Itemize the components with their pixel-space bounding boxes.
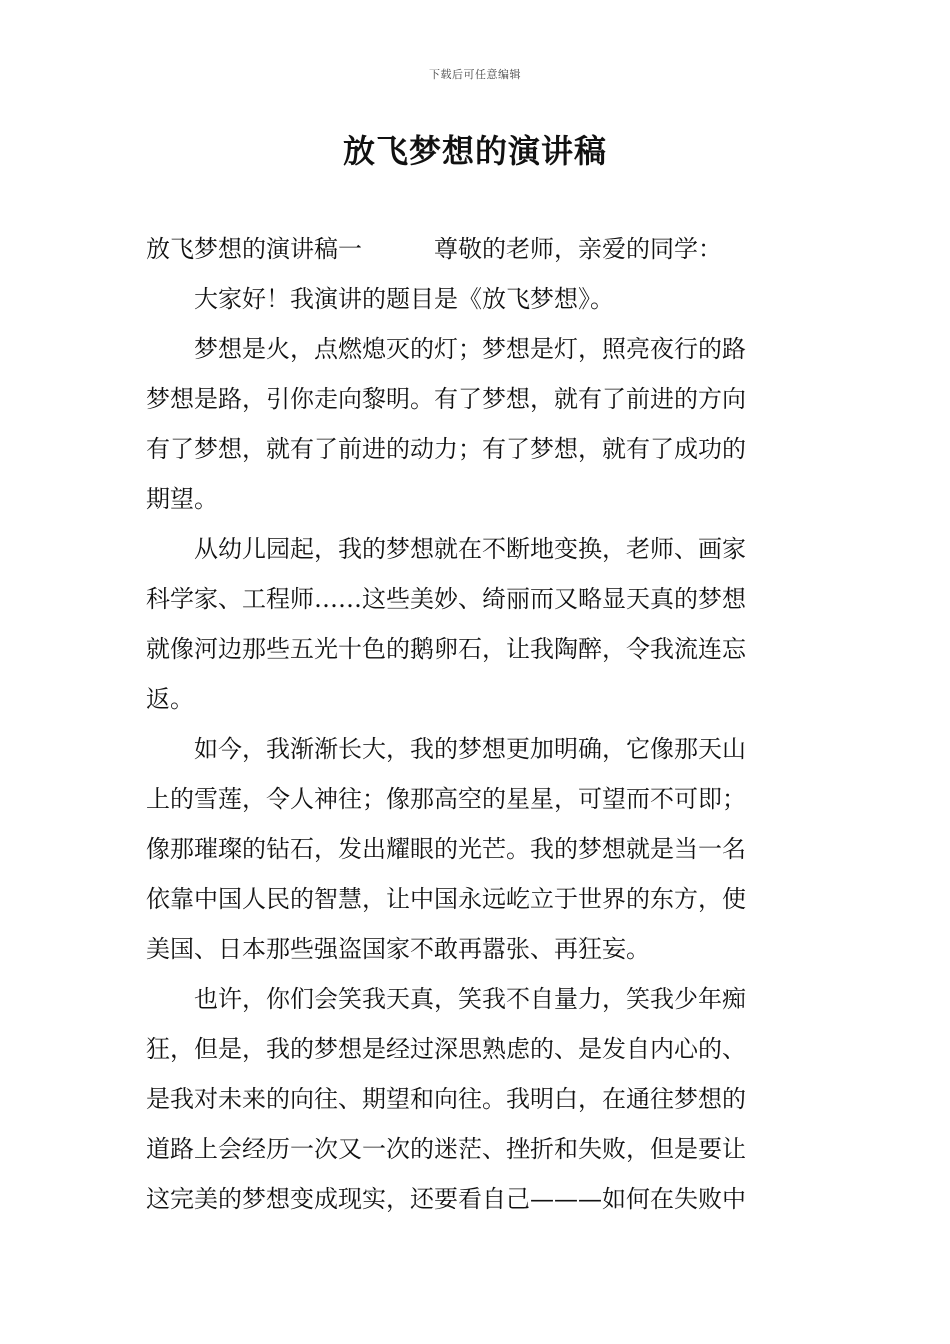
paragraph-line: 就像河边那些五光十色的鹅卵石，让我陶醉，令我流连忘 xyxy=(146,635,746,663)
intro-heading: 放飞梦想的演讲稿一 xyxy=(146,235,362,263)
paragraph-line: 道路上会经历一次又一次的迷茫、挫折和失败，但是要让 xyxy=(146,1135,746,1163)
paragraph-line: 从幼儿园起，我的梦想就在不断地变换，老师、画家 xyxy=(194,535,746,563)
paragraph-line: 有了梦想，就有了前进的动力；有了梦想，就有了成功的 xyxy=(146,435,746,463)
paragraph-line: 依靠中国人民的智慧，让中国永远屹立于世界的东方，使 xyxy=(146,885,746,913)
header-note: 下载后可任意编辑 xyxy=(429,68,521,81)
paragraph-line: 大家好！我演讲的题目是《放飞梦想》。 xyxy=(194,285,614,313)
paragraph-line: 这完美的梦想变成现实，还要看自己———如何在失败中 xyxy=(146,1185,746,1213)
paragraph-line: 也许，你们会笑我天真，笑我不自量力，笑我少年痴 xyxy=(194,985,746,1013)
paragraph-line: 期望。 xyxy=(146,485,218,513)
paragraph-line: 梦想是火，点燃熄灭的灯；梦想是灯，照亮夜行的路 xyxy=(194,335,746,363)
paragraph-line: 像那璀璨的钻石，发出耀眼的光芒。我的梦想就是当一名 xyxy=(146,835,746,863)
paragraph-line: 科学家、工程师……这些美妙、绮丽而又略显天真的梦想 xyxy=(146,585,746,613)
paragraph-line: 返。 xyxy=(146,685,194,713)
paragraph-line: 如今，我渐渐长大，我的梦想更加明确，它像那天山 xyxy=(194,735,746,763)
paragraph-line: 狂，但是，我的梦想是经过深思熟虑的、是发自内心的、 xyxy=(146,1035,746,1063)
paragraph-line: 梦想是路，引你走向黎明。有了梦想，就有了前进的方向 xyxy=(146,385,746,413)
intro-salutation: 尊敬的老师，亲爱的同学： xyxy=(434,235,722,263)
paragraph-line: 上的雪莲，令人神往；像那高空的星星，可望而不可即； xyxy=(146,785,746,813)
intro-line xyxy=(146,234,816,264)
paragraph-line: 是我对未来的向往、期望和向往。我明白，在通往梦想的 xyxy=(146,1085,746,1113)
paragraph-line: 美国、日本那些强盗国家不敢再嚣张、再狂妄。 xyxy=(146,935,650,963)
document-title: 放飞梦想的演讲稿 xyxy=(342,132,607,170)
